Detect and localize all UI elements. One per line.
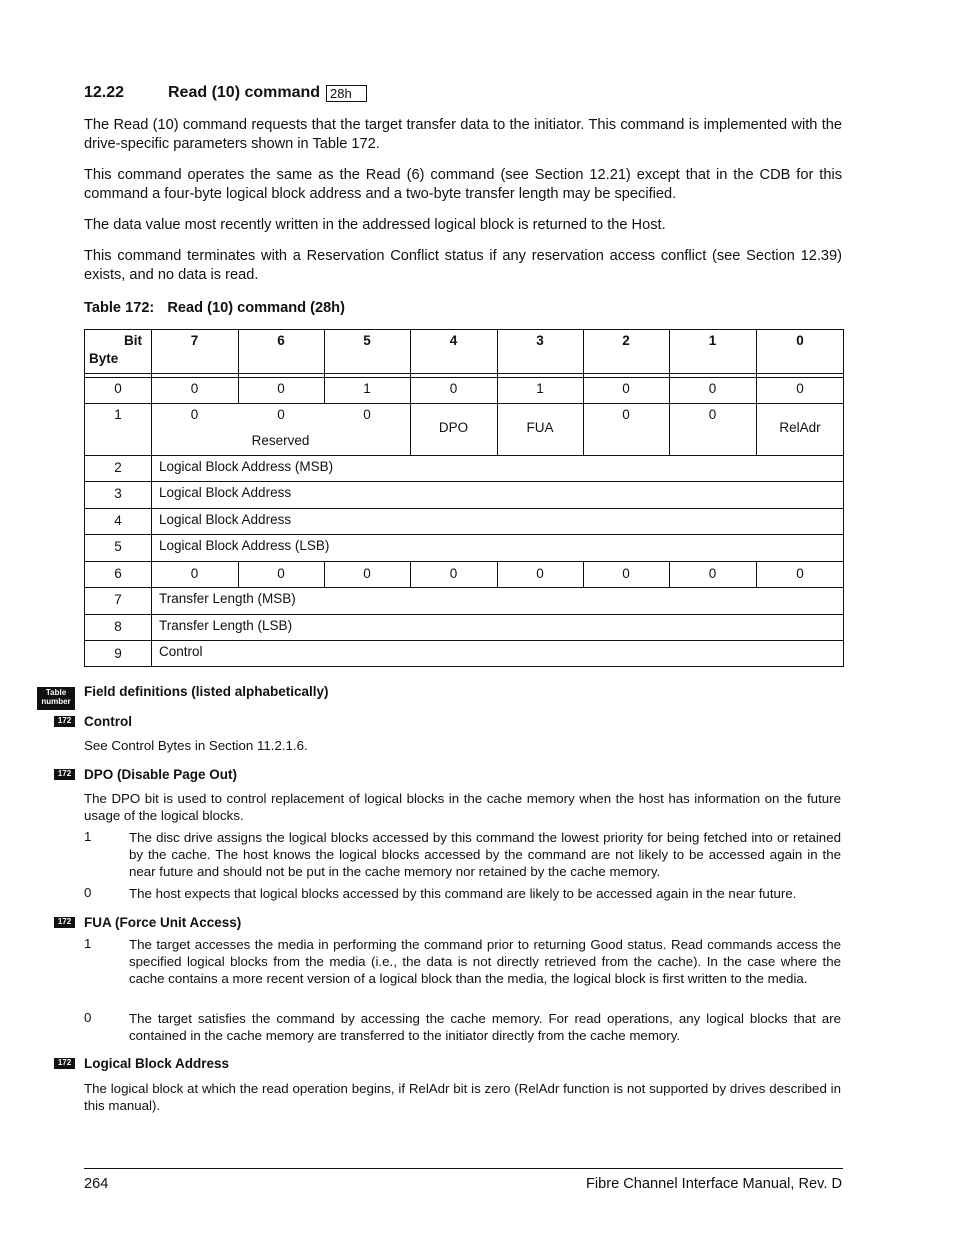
- corner-byte-label: Byte: [89, 351, 119, 366]
- byte-number: 3: [114, 486, 122, 501]
- section-heading: [84, 84, 367, 102]
- table-number-tag: [37, 687, 75, 710]
- dpo-value-0-text: The host expects that logical blocks accessed by this command are likely to be accessed again in the near future.: [129, 886, 797, 901]
- byte-number: 4: [114, 513, 122, 528]
- bit-header: 4: [449, 333, 458, 348]
- dpo-title: DPO (Disable Page Out): [84, 767, 238, 782]
- bit-value: 0: [622, 407, 630, 422]
- lba-title: Logical Block Address: [84, 1056, 230, 1071]
- bit-header: 7: [190, 333, 199, 348]
- bit-value: 0: [363, 566, 371, 581]
- bit-value: 0: [190, 566, 199, 581]
- bit-value: 0: [277, 566, 285, 581]
- fua-value-0: 0: [84, 1010, 92, 1025]
- opcode-box: 28h: [326, 85, 367, 102]
- byte-number: 6: [114, 566, 122, 581]
- bit-value: 0: [190, 407, 199, 422]
- paragraph-intro: The Read (10) command requests that the target transfer data to the initiator. This command is implemented with the drive-specific parameters shown in Table 172.: [84, 117, 842, 152]
- bit-value: 1: [363, 381, 371, 396]
- table-ref-badge: 172: [54, 917, 75, 928]
- bit-value: 1: [536, 381, 544, 396]
- field-definitions-heading: Field definitions (listed alphabetically): [84, 684, 329, 699]
- tag-line: Table: [45, 688, 67, 697]
- bit-value: 0: [622, 566, 630, 581]
- byte-number: 5: [114, 539, 122, 554]
- bit-value: 0: [622, 381, 630, 396]
- bit-value: 0: [708, 407, 717, 422]
- dpo-value-1-text: The disc drive assigns the logical blocks accessed by this command the lowest priority for being fetched into or retained by the cache. The host knows the logical blocks accessed by the command are not likely to be accessed again in the near future and should not be put in the cache memory nor retained by the cache memory.: [129, 830, 841, 879]
- bit-value: 0: [277, 381, 285, 396]
- bit-header: 1: [708, 333, 717, 348]
- bit-value: 0: [190, 381, 199, 396]
- field-transfer-length-msb: Transfer Length (MSB): [159, 591, 296, 606]
- control-title: Control: [84, 714, 132, 729]
- manual-title: Fibre Channel Interface Manual, Rev. D: [585, 1176, 842, 1192]
- field-lba: Logical Block Address: [159, 512, 292, 527]
- bit-header: 0: [796, 333, 804, 348]
- byte-number: 2: [114, 460, 122, 475]
- table-ref-badge: 172: [54, 769, 75, 780]
- byte-number: 1: [114, 407, 122, 422]
- section-title: Read (10) command: [168, 84, 321, 101]
- footer-rule: [84, 1168, 843, 1169]
- reladr-bit-label: RelAdr: [779, 420, 821, 435]
- field-lba-msb: Logical Block Address (MSB): [159, 459, 334, 474]
- section-number: 12.22: [84, 84, 125, 101]
- field-lba: Logical Block Address: [159, 485, 292, 500]
- fua-value-1-text: The target accesses the media in performing the command prior to returning Good status. Read commands access the specified logical blocks from the media (i.e., the data is not directly retrieved from the cache). In the case where the cache contains a more recent version of a logical block than the media, the logical block is first written to the media.: [129, 937, 841, 986]
- field-control: Control: [159, 644, 203, 659]
- bit-value: 0: [536, 566, 544, 581]
- dpo-text: The DPO bit is used to control replacement of logical blocks in the cache memory when the host has information on the future usage of the logical blocks.: [84, 791, 841, 823]
- control-text: See Control Bytes in Section 11.2.1.6.: [84, 738, 308, 753]
- bit-header: 5: [363, 333, 371, 348]
- bit-header: 6: [277, 333, 285, 348]
- table-ref-badge: 172: [54, 1058, 75, 1069]
- bit-value: 0: [449, 381, 458, 396]
- field-lba-lsb: Logical Block Address (LSB): [159, 538, 330, 553]
- bit-value: 0: [796, 381, 804, 396]
- bit-header: 3: [536, 333, 544, 348]
- byte-number: 7: [114, 592, 122, 607]
- fua-value-1: 1: [84, 936, 92, 951]
- table-caption-number: Table 172:: [84, 300, 155, 316]
- lba-text: The logical block at which the read operation begins, if RelAdr bit is zero (RelAdr function is not supported by drives described in this manual).: [84, 1081, 841, 1113]
- table-caption-title: Read (10) command (28h): [167, 300, 345, 316]
- byte-number: 0: [114, 381, 122, 396]
- field-transfer-length-lsb: Transfer Length (LSB): [159, 618, 293, 633]
- paragraph-reservation: This command terminates with a Reservation Conflict status if any reservation access conflict (see Section 12.39) exists, and no data is read.: [84, 248, 842, 283]
- fua-value-0-text: The target satisfies the command by accessing the cache memory. For read operations, any logical blocks that are contained in the cache memory are transferred to the initiator directly from the cache memory.: [129, 1011, 841, 1043]
- page-number: 264: [84, 1176, 109, 1192]
- bit-value: 0: [277, 407, 285, 422]
- table-ref-badge: 172: [54, 716, 75, 727]
- bit-header: 2: [622, 333, 630, 348]
- reserved-label: Reserved: [251, 433, 310, 448]
- byte-number: 8: [114, 619, 122, 634]
- bit-value: 0: [449, 566, 458, 581]
- cdb-table: [84, 329, 844, 667]
- bit-value: 0: [708, 566, 717, 581]
- bit-value: 0: [796, 566, 804, 581]
- table-caption: [84, 300, 345, 316]
- paragraph-data-value: The data value most recently written in the addressed logical block is returned to the Host.: [84, 217, 666, 233]
- corner-bit-label: Bit: [124, 333, 142, 348]
- dpo-value-0: 0: [84, 885, 92, 900]
- byte-number: 9: [114, 646, 122, 661]
- tag-line: number: [41, 697, 71, 706]
- dpo-bit-label: DPO: [438, 420, 469, 435]
- paragraph-operation: This command operates the same as the Read (6) command (see Section 12.21) except that in the CDB for this command a four-byte logical block address and a two-byte transfer length may be specified.: [84, 167, 842, 202]
- dpo-value-1: 1: [84, 829, 92, 844]
- bit-value: 0: [708, 381, 717, 396]
- fua-bit-label: FUA: [526, 420, 554, 435]
- bit-value: 0: [363, 407, 371, 422]
- fua-title: FUA (Force Unit Access): [84, 915, 242, 930]
